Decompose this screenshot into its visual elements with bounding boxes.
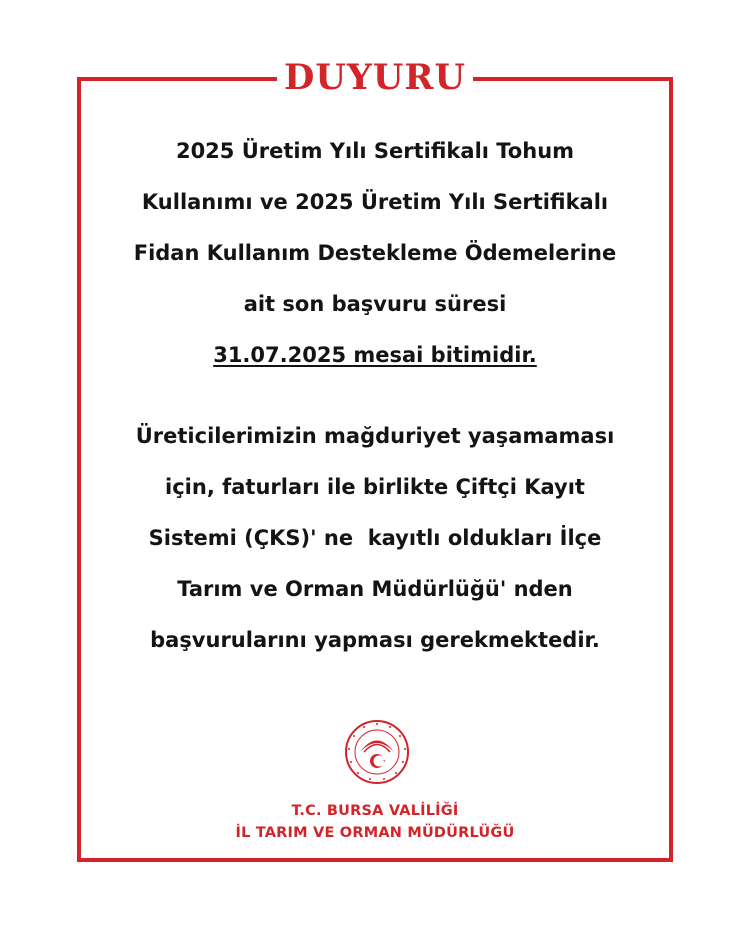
announcement-line: Kullanımı ve 2025 Üretim Yılı Sertifikalı <box>141 190 609 214</box>
instructions-line: başvurularını yapması gerekmektedir. <box>150 628 600 652</box>
footer-directorate: İL TARIM VE ORMAN MÜDÜRLÜĞÜ <box>235 825 515 841</box>
announcement-line: 2025 Üretim Yılı Sertifikalı Tohum <box>175 139 575 163</box>
frame-border-left <box>77 77 81 862</box>
announcement-text <box>100 126 650 381</box>
announcement-line: ait son başvuru süresi <box>243 292 507 316</box>
frame-border-bottom <box>77 858 673 862</box>
deadline-text: 31.07.2025 mesai bitimidir. <box>213 343 537 367</box>
instructions-line: Üreticilerimizin mağduriyet yaşamaması <box>135 424 615 448</box>
footer-governorship: T.C. BURSA VALİLİĞİ <box>291 803 459 819</box>
announcement-title: DUYURU <box>284 57 466 98</box>
instructions-line: Tarım ve Orman Müdürlüğü' nden <box>177 577 573 601</box>
announcement-line: Fidan Kullanım Destekleme Ödemelerine <box>133 241 617 265</box>
instructions-line: için, faturları ile birlikte Çiftçi Kayıt <box>165 475 585 499</box>
frame-border-right <box>669 77 673 862</box>
instructions-line: Sistemi (ÇKS)' ne kayıtlı oldukları İlçe <box>148 526 602 550</box>
instructions-text <box>100 411 650 666</box>
ministry-emblem-icon <box>344 719 410 785</box>
